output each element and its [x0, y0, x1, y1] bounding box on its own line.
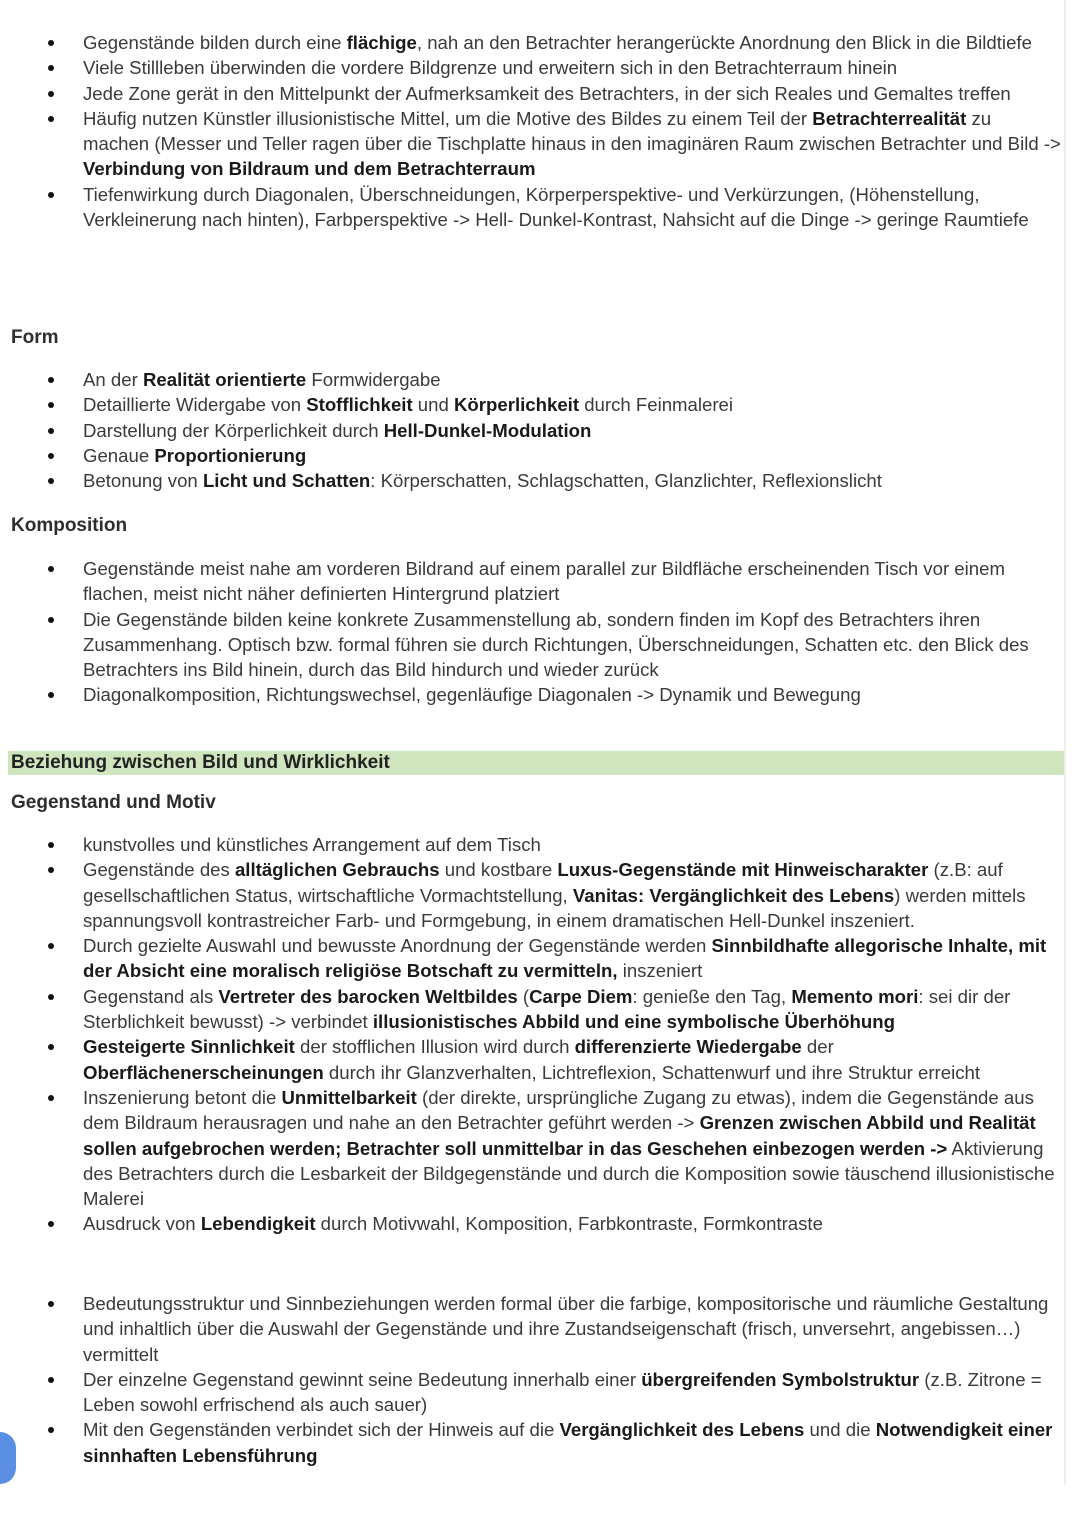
bold-text: Vanitas: Vergänglichkeit des Lebens [572, 884, 895, 906]
text: ) werden mittels spannungsvoll kontrastreicher Farb- und Formgebung, in einem dramatischen Hell-Dunkel inszeniert. [83, 884, 1026, 931]
list-item [0, 1367, 1080, 1418]
list-tiefe [0, 30, 1080, 232]
list-item [0, 1034, 1080, 1085]
list-form [0, 367, 1080, 493]
text: : Körperschatten, Schlagschatten, Glanzlichter, Reflexionslicht [370, 470, 882, 492]
text: Gegenstand als [83, 985, 219, 1007]
bold-text: flächige [346, 32, 417, 53]
bold-text: Vergänglichkeit des Lebens [559, 1419, 805, 1441]
text: Aktivierung des Betrachters durch die Lesbarkeit der Bildgegenstände und durch die Komposition sowie täuschend illusionistische Malerei [83, 1137, 1055, 1210]
text: Detaillierte Widergabe von [83, 394, 307, 416]
text: durch Feinmalerei [579, 394, 734, 416]
heading-komposition: Komposition [11, 515, 128, 536]
bold-text: Realität orientierte [142, 369, 307, 390]
list-item [0, 1417, 1080, 1468]
bold-text: Hell-Dunkel-Modulation [383, 419, 592, 441]
list-item [0, 55, 1080, 80]
bold-text: Stofflichkeit [306, 394, 413, 416]
text: der [801, 1036, 834, 1058]
text: Bedeutungsstruktur und Sinnbeziehungen werden formal über die farbige, kompositorische und räumliche Gestaltung und inhaltlich über die Auswahl der Gegenstände und ihre Zustandseigenschaft (frisch, unversehrt, angebissen…) vermittelt [83, 1293, 1049, 1365]
text: ( [517, 985, 530, 1007]
text: Formwidergabe [306, 369, 441, 390]
bold-text: Verbindung von Bildraum und dem Betrachterraum [83, 158, 536, 180]
list-item [0, 1085, 1080, 1211]
list-item [0, 30, 1080, 55]
list-item [0, 682, 1080, 707]
text: , nah an den Betrachter herangerückte Anordnung den Blick in die Bildtiefe [416, 32, 1032, 53]
text: und [412, 394, 454, 416]
text: Die Gegenstände bilden keine konkrete Zusammenstellung ab, sondern finden im Kopf des Betrachters ihren Zusammenhang. Optisch bzw. formal führen sie durch Richtungen, Überschneidungen, Schatten etc. den Blick des Betrachters ins Bild hinein, durch das Bild hindurch und wieder zurück [83, 608, 1029, 681]
bold-text: Carpe Diem [529, 985, 633, 1007]
bold-text: Oberflächenerscheinungen [83, 1061, 324, 1083]
text: (der direkte, ursprüngliche Zugang zu etwas), indem die Gegenstände aus dem Bildraum herausragen und nahe an den Betrachter geführt werden -> [83, 1086, 1034, 1134]
list-item [0, 106, 1080, 182]
text: Gegenstände meist nahe am vorderen Bildrand auf einem parallel zur Bildfläche erscheinenden Tisch vor einem flachen, meist nicht näher definierten Hintergrund platziert [83, 558, 1005, 605]
list-item [0, 81, 1080, 106]
bold-text: Unmittelbarkeit [281, 1086, 417, 1108]
text: (z.B. Zitrone = Leben sowohl erfrischend als auch sauer) [83, 1368, 1042, 1416]
bold-text: Vertreter des barocken Weltbildes [218, 985, 518, 1007]
list-item [0, 556, 1080, 607]
text: (z.B: auf gesellschaftlichen Status, wirtschaftliche Vormachtstellung, [83, 859, 1003, 906]
text: und kostbare [439, 859, 558, 881]
bold-text: differenzierte Wiedergabe [574, 1036, 802, 1058]
bold-text: Notwendigkeit einer sinnhaften Lebensführung [83, 1419, 1053, 1466]
list-bedeutung [0, 1291, 1080, 1468]
text: Jede Zone gerät in den Mittelpunkt der Aufmerksamkeit des Betrachters, in der sich Reales und Gemaltes treffen [83, 82, 1011, 104]
text: Darstellung der Körperlichkeit durch [83, 419, 384, 441]
text: Ausdruck von [83, 1213, 201, 1235]
text: Häufig nutzen Künstler illusionistische Mittel, um die Motive des Bildes zu einem Teil der [83, 107, 813, 129]
text: Diagonalkomposition, Richtungswechsel, gegenläufige Diagonalen -> Dynamik und Bewegung [83, 684, 861, 706]
bold-text: illusionistisches Abbild und eine symbolische Überhöhung [372, 1011, 895, 1033]
list-item [0, 832, 1080, 857]
list-item [0, 443, 1080, 468]
text: : sei dir der Sterblichkeit bewusst) -> verbindet [83, 985, 1011, 1033]
bold-text: Luxus-Gegenstände mit Hinweischarakter [557, 859, 929, 881]
text: Tiefenwirkung durch Diagonalen, Überschneidungen, Körperperspektive- und Verkürzungen, (Höhenstellung, Verkleinerung nach hinten), Farbperspektive -> Hell- Dunkel-Kontrast, Nahsicht auf die Dinge -> geringe Raumtiefe [83, 183, 1029, 231]
text: durch Motivwahl, Komposition, Farbkontraste, Formkontraste [315, 1213, 823, 1235]
text: Gegenstände bilden durch eine [83, 32, 347, 53]
bold-text: Betrachterrealität [812, 107, 967, 129]
text: zu machen (Messer und Teller ragen über die Tischplatte hinaus in den imaginären Raum zwischen Betrachter und Bild -> [83, 107, 1061, 155]
text: Viele Stillleben überwinden die vordere Bildgrenze und erweitern sich in den Betrachterraum hinein [83, 57, 898, 79]
text: inszeniert [617, 960, 703, 982]
bold-text: Memento mori [791, 985, 919, 1007]
list-item [0, 1291, 1080, 1367]
list-item [0, 857, 1080, 933]
list-komposition [0, 556, 1080, 708]
section-banner [8, 751, 1064, 775]
text: : genieße den Tag, [632, 985, 792, 1007]
bold-text: Sinnbildhafte allegorische Inhalte, mit der Absicht eine moralisch religiöse Botschaft zu vermitteln, [83, 935, 1047, 982]
bold-text: Gesteigerte Sinnlichkeit [83, 1036, 295, 1058]
text: Gegenstände des [83, 859, 235, 881]
bold-text: übergreifenden Symbolstruktur [641, 1368, 920, 1390]
text: der stofflichen Illusion wird durch [294, 1036, 575, 1058]
list-item [0, 418, 1080, 443]
bold-text: Licht und Schatten [202, 470, 371, 492]
text: Durch gezielte Auswahl und bewusste Anordnung der Gegenstände werden [83, 935, 712, 957]
heading-gegenstand-und-motiv: Gegenstand und Motiv [11, 792, 216, 813]
bold-text: Grenzen zwischen Abbild und Realität sollen aufgebrochen werden; Betrachter soll unmittelbar in das Geschehen einbezogen werden -> [83, 1112, 1036, 1159]
bold-text: Proportionierung [154, 444, 307, 466]
text: Der einzelne Gegenstand gewinnt seine Bedeutung innerhalb einer [83, 1368, 642, 1390]
banner-title: Beziehung zwischen Bild und Wirklichkeit [11, 752, 390, 773]
list-item [0, 182, 1080, 233]
heading-form: Form [11, 327, 59, 348]
bold-text: Körperlichkeit [454, 394, 580, 416]
bold-text: Lebendigkeit [200, 1213, 316, 1235]
list-item [0, 1211, 1080, 1236]
list-item [0, 392, 1080, 417]
text: und die [804, 1419, 876, 1441]
text: An der [83, 369, 143, 390]
text: Betonung von [83, 470, 203, 492]
list-item [0, 468, 1080, 493]
list-item [0, 367, 1080, 392]
side-tab-handle[interactable] [0, 1432, 16, 1484]
list-item [0, 607, 1080, 683]
text: kunstvolles und künstliches Arrangement auf dem Tisch [83, 834, 541, 855]
list-item [0, 933, 1080, 984]
text: Mit den Gegenständen verbindet sich der Hinweis auf die [83, 1419, 560, 1441]
list-item [0, 984, 1080, 1035]
list-gegenstand [0, 832, 1080, 1237]
text: Genaue [83, 444, 155, 466]
text: durch ihr Glanzverhalten, Lichtreflexion, Schattenwurf und ihre Struktur erreicht [323, 1061, 981, 1083]
bold-text: alltäglichen Gebrauchs [234, 859, 440, 881]
text: Inszenierung betont die [83, 1086, 282, 1108]
